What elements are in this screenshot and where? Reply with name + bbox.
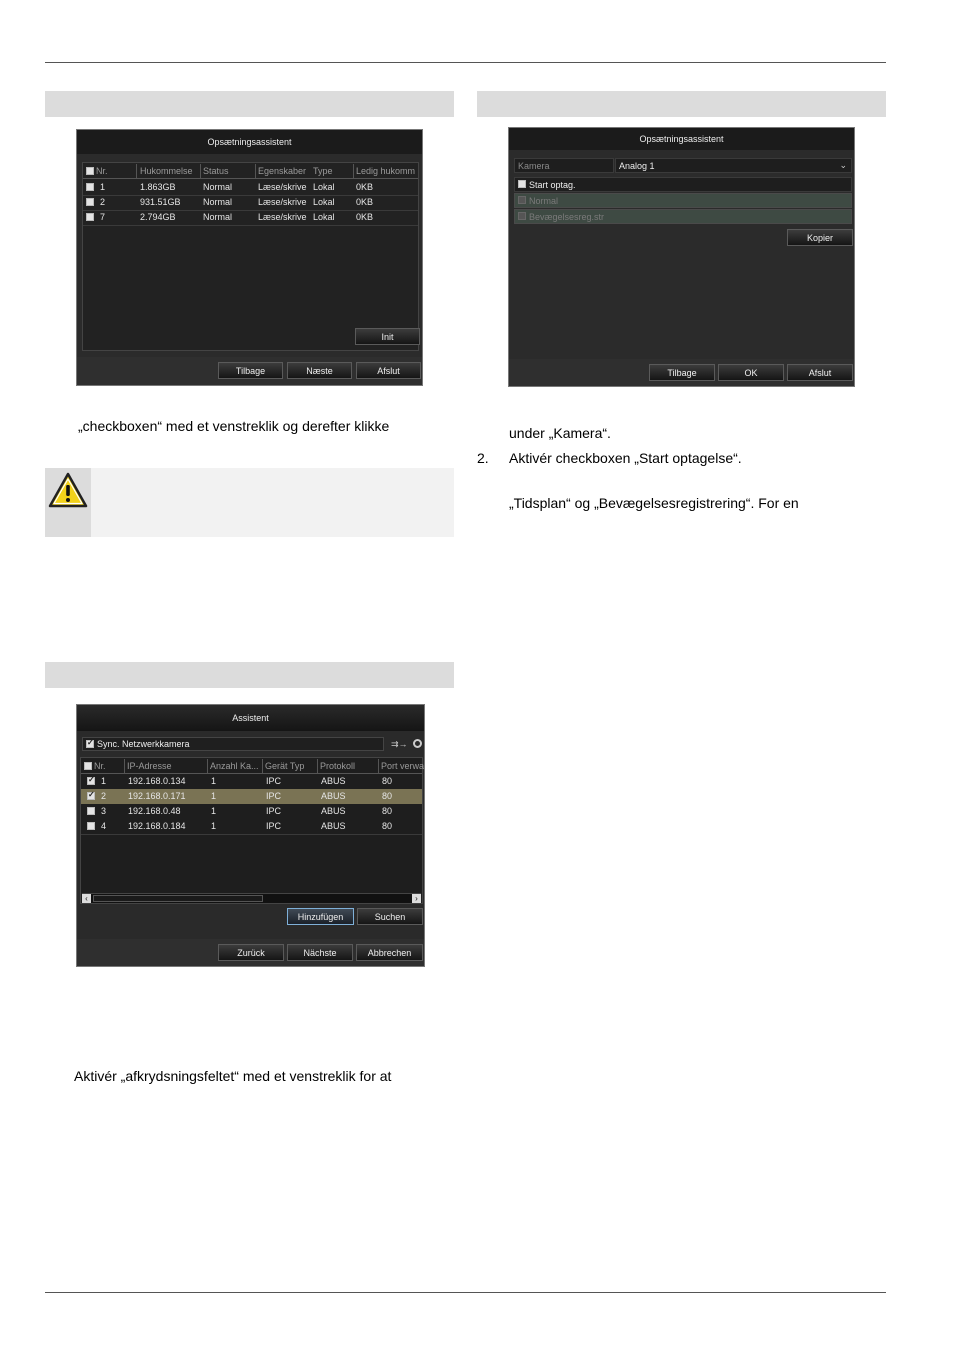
col-nr: Nr. <box>96 166 108 176</box>
next-button[interactable]: Næste <box>287 362 352 379</box>
start-record-row[interactable] <box>514 177 852 192</box>
col-protocol: Protokoll <box>320 761 356 771</box>
record-setup-dialog <box>508 127 855 387</box>
hdd-table <box>82 162 419 351</box>
body-text-schedule: „Tidsplan“ og „Bevægelsesregistrering“. For en <box>509 495 799 511</box>
select-all-checkbox[interactable] <box>84 762 92 770</box>
finish-button[interactable]: Afslut <box>787 364 853 381</box>
network-camera-assistant-dialog <box>76 704 425 967</box>
row-checkbox[interactable] <box>86 213 94 221</box>
motion-row <box>514 209 852 224</box>
col-ip: IP-Adresse <box>127 761 172 771</box>
col-status: Status <box>203 166 229 176</box>
col-nr: Nr. <box>94 761 106 771</box>
row-checkbox[interactable] <box>86 198 94 206</box>
step-text: Aktivér checkboxen „Start optagelse“. <box>509 450 742 466</box>
warning-icon <box>48 472 88 508</box>
table-row[interactable]: 7 2.794GB Normal Læse/skrive Lokal 0KB <box>83 210 418 225</box>
back-button[interactable]: Tilbage <box>649 364 715 381</box>
sync-checkbox[interactable] <box>86 740 94 748</box>
table-row[interactable]: 2 931.51GB Normal Læse/skrive Lokal 0KB <box>83 195 418 210</box>
chevron-down-icon[interactable]: ⌄ <box>839 160 847 170</box>
row-checkbox[interactable] <box>87 807 95 815</box>
col-device-type: Gerät Typ <box>265 761 305 771</box>
row-checkbox[interactable] <box>87 792 95 800</box>
col-type: Type <box>313 166 333 176</box>
table-row[interactable]: 1 1.863GB Normal Læse/skrive Lokal 0KB <box>83 180 418 195</box>
normal-checkbox <box>518 196 526 204</box>
next-button[interactable]: Nächste <box>287 944 353 961</box>
row-checkbox[interactable] <box>87 822 95 830</box>
camera-select[interactable] <box>615 158 852 173</box>
motion-checkbox <box>518 212 526 220</box>
add-button[interactable]: Hinzufügen <box>287 908 354 925</box>
camera-select-value: Analog 1 <box>619 161 655 171</box>
camera-table <box>80 757 423 904</box>
section-heading-band-left-top <box>45 91 454 117</box>
dialog-title: Opsætningsassistent <box>77 130 422 154</box>
start-record-checkbox[interactable] <box>518 180 526 188</box>
warning-icon-cell <box>45 468 91 537</box>
scroll-left-icon[interactable]: ‹ <box>82 894 91 903</box>
scroll-right-icon[interactable]: › <box>412 894 421 903</box>
sync-bar <box>82 737 384 751</box>
cancel-button[interactable]: Abbrechen <box>356 944 423 961</box>
back-button[interactable]: Tilbage <box>218 362 283 379</box>
body-text-activate-checkbox: Aktivér „afkrydsningsfeltet“ med et venstreklik for at <box>74 1068 392 1084</box>
col-memory: Hukommelse <box>140 166 193 176</box>
init-button[interactable]: Init <box>355 328 420 345</box>
col-properties: Egenskaber <box>258 166 307 176</box>
start-record-label: Start optag. <box>529 180 576 190</box>
dialog-footer <box>77 939 424 966</box>
refresh-icon[interactable] <box>413 739 422 748</box>
dialog-title: Opsætningsassistent <box>509 128 854 150</box>
sync-transfer-icon[interactable]: ⇉→ <box>391 739 408 749</box>
col-count: Anzahl Ka... <box>210 761 259 771</box>
horizontal-scrollbar[interactable] <box>82 893 421 903</box>
header-rule <box>45 62 886 63</box>
footer-rule <box>45 1292 886 1293</box>
scrollbar-thumb[interactable] <box>93 895 263 902</box>
dialog-footer <box>509 359 854 386</box>
dialog-footer <box>77 357 422 385</box>
table-row[interactable]: ✓ 1 192.168.0.134 1 IPC ABUS 80 <box>81 774 422 789</box>
camera-label: Kamera <box>518 161 550 171</box>
body-text-under-camera: under „Kamera“. <box>509 425 611 441</box>
row-checkbox[interactable] <box>87 777 95 785</box>
select-all-checkbox[interactable] <box>86 167 94 175</box>
step-number: 2. <box>477 450 489 466</box>
ok-button[interactable]: OK <box>718 364 784 381</box>
col-free: Ledig hukomm <box>356 166 416 176</box>
search-button[interactable]: Suchen <box>357 908 423 925</box>
normal-label: Normal <box>529 196 559 206</box>
normal-row <box>514 193 852 208</box>
section-heading-band-right-top <box>477 91 886 117</box>
dialog-title: Assistent <box>77 705 424 731</box>
section-heading-band-left-bottom <box>45 662 454 688</box>
row-checkbox[interactable] <box>86 183 94 191</box>
back-button[interactable]: Zurück <box>218 944 284 961</box>
copy-button[interactable]: Kopier <box>787 229 853 246</box>
hdd-setup-dialog <box>76 129 423 386</box>
table-row[interactable]: 3 192.168.0.48 1 IPC ABUS 80 <box>81 804 422 819</box>
warning-note <box>45 468 454 537</box>
col-port: Port verwa <box>381 761 424 771</box>
table-row[interactable]: 4 192.168.0.184 1 IPC ABUS 80 <box>81 819 422 834</box>
table-row-selected[interactable]: ✓ 2 192.168.0.171 1 IPC ABUS 80 <box>81 789 422 804</box>
body-text-checkbox: „checkboxen“ med et venstreklik og derefter klikke <box>78 418 390 434</box>
sync-label: Sync. Netzwerkkamera <box>97 739 190 749</box>
motion-label: Bevægelsesreg.str <box>529 212 605 222</box>
finish-button[interactable]: Afslut <box>356 362 421 379</box>
